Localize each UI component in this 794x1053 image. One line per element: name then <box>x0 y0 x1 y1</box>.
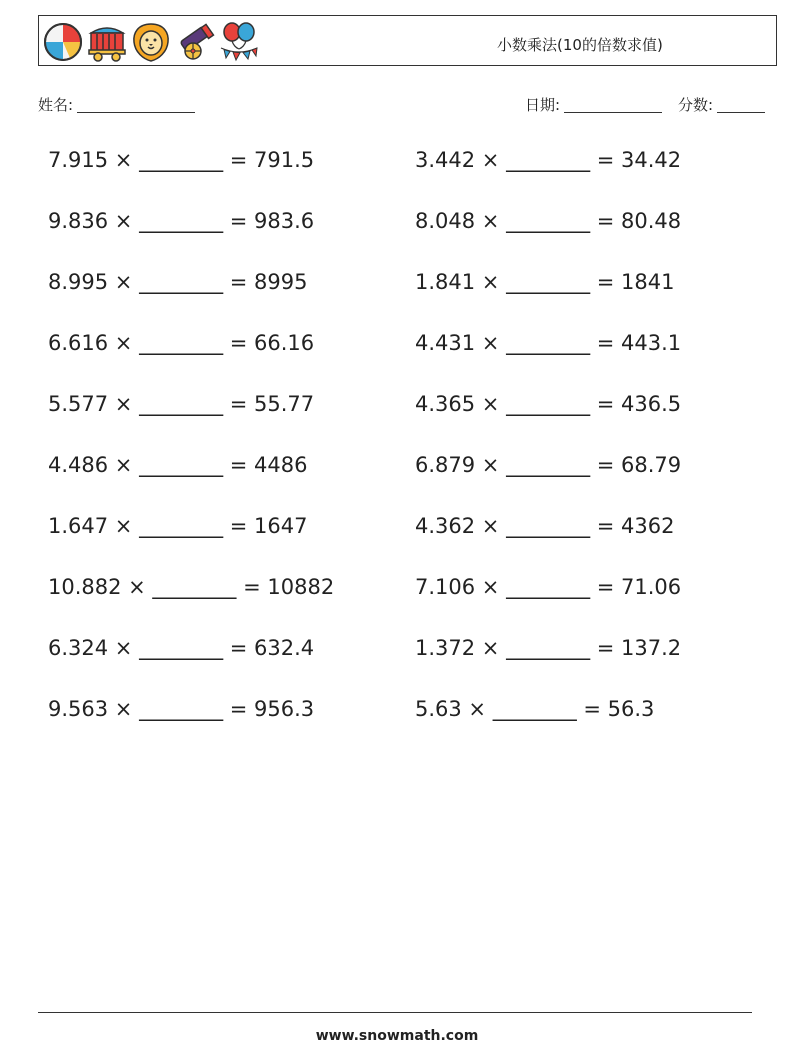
problem-left-9[interactable]: 6.324 × ________ = 632.4 <box>48 636 315 660</box>
problem-left-7[interactable]: 1.647 × ________ = 1647 <box>48 514 308 538</box>
problem-right-9[interactable]: 1.372 × ________ = 137.2 <box>415 636 682 660</box>
score-field[interactable] <box>678 94 765 115</box>
problem-right-4[interactable]: 4.431 × ________ = 443.1 <box>415 331 682 355</box>
worksheet-title: 小数乘法(10的倍数求值) <box>497 36 663 54</box>
name-label: 姓名: <box>38 96 74 114</box>
score-blank[interactable] <box>717 98 765 113</box>
problem-right-3[interactable]: 1.841 × ________ = 1841 <box>415 270 675 294</box>
date-label: 日期: <box>525 96 561 114</box>
footer-url: www.snowmath.com <box>315 1028 479 1044</box>
icon-strip <box>43 21 259 63</box>
balloons-bunting-icon <box>219 21 259 63</box>
problem-right-10[interactable]: 5.63 × ________ = 56.3 <box>415 697 655 721</box>
score-label: 分数: <box>678 96 714 114</box>
problem-left-3[interactable]: 8.995 × ________ = 8995 <box>48 270 308 294</box>
problem-left-10[interactable]: 9.563 × ________ = 956.3 <box>48 697 315 721</box>
problem-right-7[interactable]: 4.362 × ________ = 4362 <box>415 514 675 538</box>
problem-left-6[interactable]: 4.486 × ________ = 4486 <box>48 453 308 477</box>
name-blank[interactable] <box>77 98 195 113</box>
cannon-icon <box>175 21 215 63</box>
footer-divider <box>38 1012 752 1013</box>
problem-right-8[interactable]: 7.106 × ________ = 71.06 <box>415 575 682 599</box>
problem-right-1[interactable]: 3.442 × ________ = 34.42 <box>415 148 682 172</box>
lion-icon <box>131 21 171 63</box>
beach-ball-icon <box>43 21 83 63</box>
problem-right-2[interactable]: 8.048 × ________ = 80.48 <box>415 209 682 233</box>
problem-right-5[interactable]: 4.365 × ________ = 436.5 <box>415 392 682 416</box>
name-field[interactable] <box>38 94 195 115</box>
date-field[interactable] <box>525 94 662 115</box>
problem-left-8[interactable]: 10.882 × ________ = 10882 <box>48 575 335 599</box>
problem-left-5[interactable]: 5.577 × ________ = 55.77 <box>48 392 315 416</box>
problem-left-4[interactable]: 6.616 × ________ = 66.16 <box>48 331 315 355</box>
problem-right-6[interactable]: 6.879 × ________ = 68.79 <box>415 453 682 477</box>
problem-left-1[interactable]: 7.915 × ________ = 791.5 <box>48 148 315 172</box>
circus-wagon-icon <box>87 21 127 63</box>
header-box <box>38 15 777 66</box>
date-blank[interactable] <box>564 98 662 113</box>
problem-left-2[interactable]: 9.836 × ________ = 983.6 <box>48 209 315 233</box>
